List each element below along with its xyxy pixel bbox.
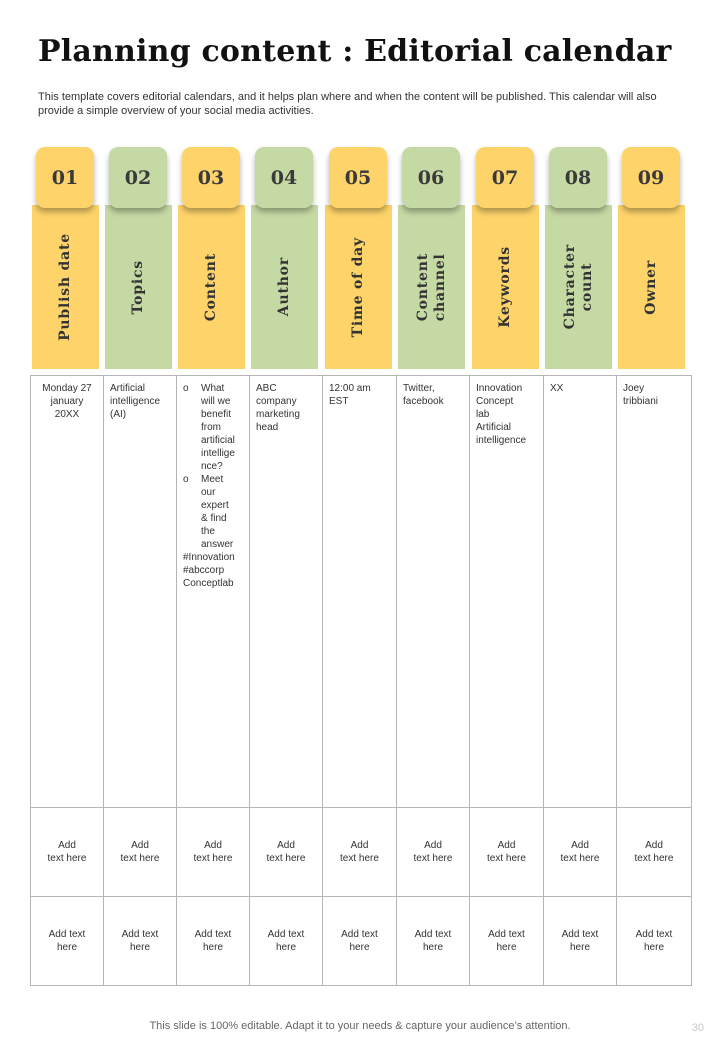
table-row xyxy=(31,376,692,808)
cell-text-line: intellige xyxy=(201,448,235,459)
cell-text-line: here xyxy=(569,942,590,953)
column-label: Character count xyxy=(561,244,595,330)
cell-text-line: Add xyxy=(131,840,149,851)
cell-text-line: Add text xyxy=(341,929,378,940)
cell-text-line: Add xyxy=(204,840,222,851)
column-header-9 xyxy=(618,147,685,369)
column-band xyxy=(251,205,318,369)
cell-text-line: text here xyxy=(266,853,306,864)
cell-text-line: here xyxy=(422,942,443,953)
bullet-marker: o xyxy=(183,383,189,394)
table-row xyxy=(31,897,692,986)
content-bullet xyxy=(183,473,243,551)
cell-text-line: lab xyxy=(476,409,490,420)
placeholder-cell[interactable] xyxy=(470,897,544,986)
column-band xyxy=(325,205,392,369)
cell-text-line: here xyxy=(496,942,517,953)
column-label: Topics xyxy=(130,259,146,315)
cell-text-line: Add xyxy=(645,840,663,851)
column-header-8 xyxy=(545,147,612,369)
cell-text-line: 20XX xyxy=(54,409,80,420)
cell-text-line: here xyxy=(129,942,150,953)
cell-publish-date[interactable] xyxy=(31,376,104,808)
column-number-badge: 09 xyxy=(622,147,680,208)
cell-text-line: text here xyxy=(193,853,233,864)
placeholder-cell[interactable] xyxy=(617,897,692,986)
cell-text-line: Add text xyxy=(635,929,673,940)
cell-text-line: Add xyxy=(350,840,369,851)
cell-text-line: text here xyxy=(487,853,526,864)
placeholder-cell[interactable] xyxy=(104,808,177,897)
column-band xyxy=(398,205,465,369)
cell-text-line: Innovation xyxy=(476,383,523,394)
cell-text-line: Add text xyxy=(488,929,525,940)
cell-owner[interactable] xyxy=(617,376,692,808)
cell-text-line: Add xyxy=(571,840,589,851)
cell-text-line: Add xyxy=(497,840,516,851)
column-band xyxy=(105,205,172,369)
placeholder-cell[interactable] xyxy=(250,808,323,897)
placeholder-cell[interactable] xyxy=(397,808,470,897)
cell-text-line: january xyxy=(50,396,84,407)
column-header-4 xyxy=(251,147,318,369)
cell-text-line: 12:00 am xyxy=(329,383,371,394)
cell-text-line: #abccorp xyxy=(183,565,225,576)
cell-text-line: nce? xyxy=(201,461,223,472)
column-header-3 xyxy=(178,147,245,369)
cell-text-line: Add xyxy=(424,840,442,851)
placeholder-cell[interactable] xyxy=(544,897,617,986)
cell-text-line: Add text xyxy=(48,929,86,940)
cell-text-line: Artificial xyxy=(476,422,512,433)
cell-text-line: intelligence xyxy=(476,435,527,446)
cell-text-line: here xyxy=(202,942,223,953)
cell-text-line: ABC xyxy=(256,383,277,394)
cell-text-line: facebook xyxy=(403,396,444,407)
column-number-badge: 02 xyxy=(109,147,167,208)
cell-text-line: text here xyxy=(120,853,160,864)
cell-text-line: XX xyxy=(550,383,564,394)
column-label: Owner xyxy=(643,259,659,315)
cell-text-line: Concept xyxy=(476,396,514,407)
column-label: Content xyxy=(203,252,219,322)
placeholder-cell[interactable] xyxy=(177,897,250,986)
column-band xyxy=(545,205,612,369)
cell-content-channel[interactable] xyxy=(397,376,470,808)
placeholder-cell[interactable] xyxy=(323,808,397,897)
cell-text-line: benefit xyxy=(201,409,232,420)
cell-text-line: will we xyxy=(201,396,231,407)
column-header-5 xyxy=(325,147,392,369)
column-label: Publish date xyxy=(57,233,73,341)
cell-text-line: text here xyxy=(340,853,379,864)
cell-text-line: here xyxy=(275,942,296,953)
cell-text-line: Artificial xyxy=(110,383,146,394)
cell-text-line: company xyxy=(256,396,297,407)
cell-topics[interactable] xyxy=(104,376,177,808)
column-header-7 xyxy=(472,147,539,369)
placeholder-cell[interactable] xyxy=(104,897,177,986)
cell-text-line: Joey xyxy=(623,383,645,394)
bullet-marker: o xyxy=(183,474,189,485)
column-header-6 xyxy=(398,147,465,369)
column-header-1 xyxy=(32,147,99,369)
cell-text-line: Add xyxy=(277,840,295,851)
column-number-badge: 01 xyxy=(36,147,94,208)
placeholder-cell[interactable] xyxy=(617,808,692,897)
cell-text-line: artificial xyxy=(201,435,235,446)
column-header-2 xyxy=(105,147,172,369)
cell-text-line: head xyxy=(256,422,279,433)
column-label: Author xyxy=(276,257,292,317)
column-number-badge: 04 xyxy=(255,147,313,208)
cell-text-line: #Innovation xyxy=(183,552,235,563)
intro-text: This template covers editorial calendars, and it helps plan where and when the content will be published. This calendar will also provide a simple overview of your social media activities. xyxy=(38,91,657,117)
cell-text-line: Add text xyxy=(121,929,159,940)
cell-text-line: text here xyxy=(634,853,674,864)
cell-text-line: here xyxy=(56,942,77,953)
cell-text-line: answer xyxy=(201,539,234,550)
column-band xyxy=(472,205,539,369)
column-number-badge: 08 xyxy=(549,147,607,208)
footer-note: This slide is 100% editable. Adapt it to your needs & capture your audience’s attention. xyxy=(149,1020,571,1032)
placeholder-cell[interactable] xyxy=(31,897,104,986)
page-number: 30 xyxy=(691,1022,704,1034)
cell-text-line: Add text xyxy=(267,929,305,940)
placeholder-cell[interactable] xyxy=(323,897,397,986)
cell-text-line: Monday 27 xyxy=(42,383,92,394)
content-bullet xyxy=(183,382,243,473)
cell-text-line: intelligence xyxy=(110,396,161,407)
cell-text-line: text here xyxy=(47,853,87,864)
cell-text-line: Add xyxy=(58,840,76,851)
cell-text-line: & find xyxy=(201,513,227,524)
column-band xyxy=(178,205,245,369)
placeholder-cell[interactable] xyxy=(470,808,544,897)
placeholder-cell[interactable] xyxy=(397,897,470,986)
cell-text-line: (AI) xyxy=(110,409,127,420)
cell-keywords[interactable] xyxy=(470,376,544,808)
cell-text-line: marketing xyxy=(256,409,300,420)
cell-time-of-day[interactable] xyxy=(323,376,397,808)
cell-text-line: Add text xyxy=(561,929,599,940)
cell-text-line: Add text xyxy=(194,929,232,940)
cell-text-line: from xyxy=(201,422,221,433)
placeholder-cell[interactable] xyxy=(250,897,323,986)
cell-text-line: our xyxy=(201,487,216,498)
cell-author[interactable] xyxy=(250,376,323,808)
placeholder-cell[interactable] xyxy=(544,808,617,897)
cell-text-line: text here xyxy=(560,853,600,864)
cell-text-line: Twitter, xyxy=(403,383,435,394)
cell-text-line: here xyxy=(643,942,664,953)
cell-character-count[interactable] xyxy=(544,376,617,808)
column-label: Time of day xyxy=(350,236,366,338)
column-number-badge: 05 xyxy=(329,147,387,208)
bullet-text xyxy=(201,473,243,551)
column-band xyxy=(32,205,99,369)
cell-text-line: EST xyxy=(329,396,349,407)
cell-content[interactable] xyxy=(177,376,250,808)
cell-text-line: Add text xyxy=(414,929,452,940)
column-headers xyxy=(32,147,688,369)
bullet-text xyxy=(201,382,243,473)
column-number-badge: 06 xyxy=(402,147,460,208)
cell-text-line: Meet xyxy=(201,474,224,485)
cell-text-line: the xyxy=(201,526,215,537)
column-band xyxy=(618,205,685,369)
column-number-badge: 03 xyxy=(182,147,240,208)
table-row xyxy=(31,808,692,897)
column-label: Keywords xyxy=(497,246,513,328)
cell-text-line: tribbiani xyxy=(623,396,659,407)
calendar-table xyxy=(30,375,692,986)
cell-text-line: here xyxy=(349,942,370,953)
page-title: Planning content : Editorial calendar xyxy=(38,34,672,69)
cell-text-line: What xyxy=(201,383,225,394)
placeholder-cell[interactable] xyxy=(31,808,104,897)
column-number-badge: 07 xyxy=(476,147,534,208)
cell-text-line: text here xyxy=(413,853,453,864)
cell-text-line: expert xyxy=(201,500,229,511)
placeholder-cell[interactable] xyxy=(177,808,250,897)
cell-text-line: Conceptlab xyxy=(183,578,234,589)
column-label: Content channel xyxy=(414,252,448,322)
